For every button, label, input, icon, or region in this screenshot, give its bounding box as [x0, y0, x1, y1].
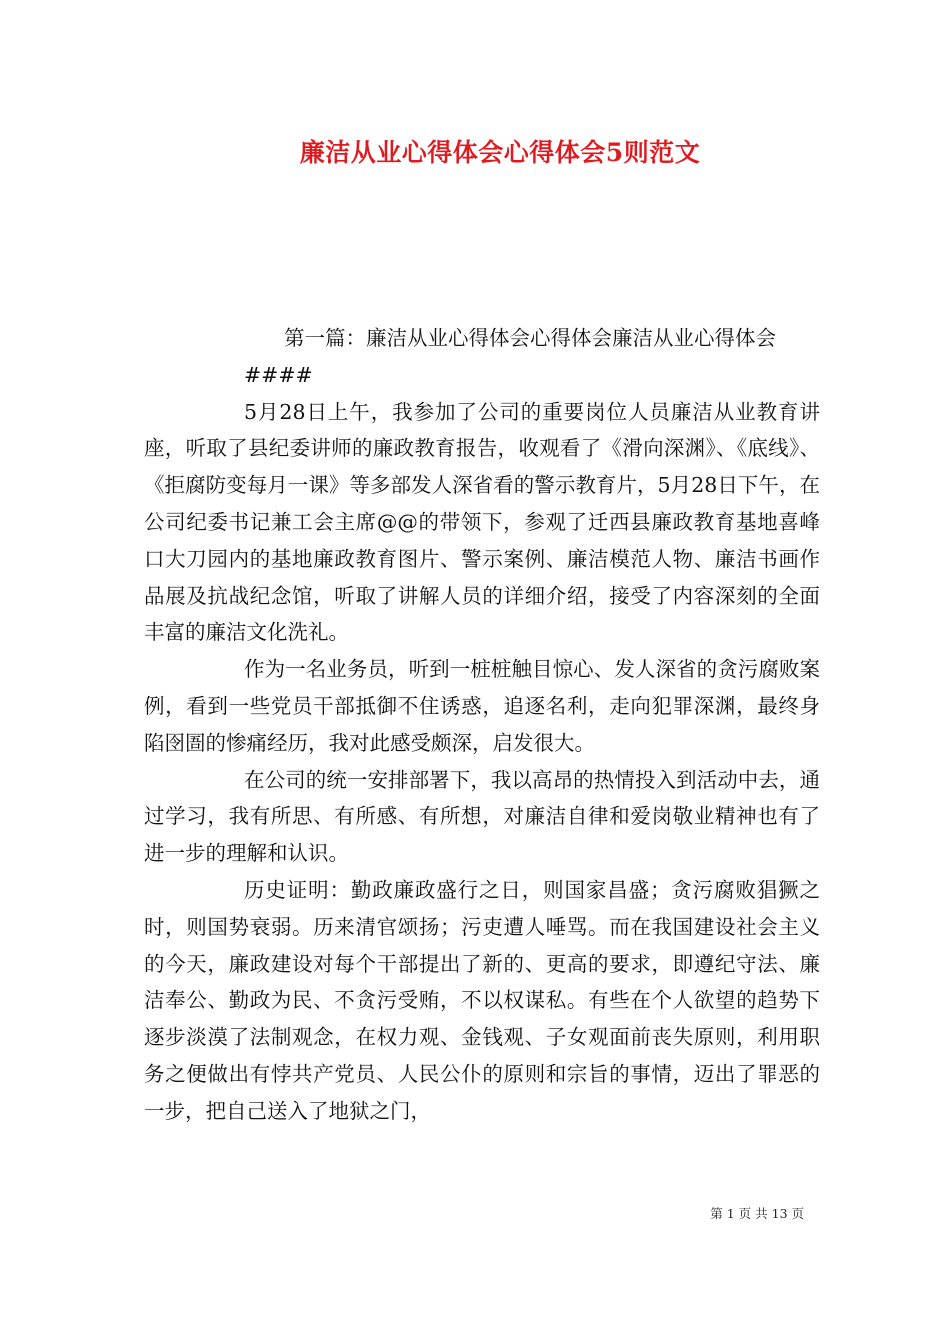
marker-line: #### — [244, 362, 313, 387]
section-heading: 第一篇：廉洁从业心得体会心得体会廉洁从业心得体会 — [284, 326, 776, 350]
paragraph-3: 在公司的统一安排部署下，我以高昂的热情投入到活动中去，通过学习，我有所思、有所感、有所想，对廉洁自律和爱岗敬业精神也有了进一步的理解和认识。 — [144, 767, 820, 866]
paragraph-1: 5月28日上午，我参加了公司的重要岗位人员廉洁从业教育讲座，听取了县纪委讲师的廉政教育报告，收观看了《滑向深渊》、《底线》、《拒腐防变每月一课》等多部发人深省看的警示教育片，5月28日下午，在公司纪委书记兼工会主席@@的带领下，参观了迁西县廉政教育基地喜峰口大刀园内的基地廉政教育图片、警示案例、廉洁模范人物、廉洁书画作品展及抗战纪念馆，听取了讲解人员的详细介绍，接受了内容深刻的全面丰富的廉洁文化洗礼。 — [144, 399, 820, 645]
paragraph-4: 历史证明：勤政廉政盛行之日，则国家昌盛；贪污腐败猖獗之时，则国势衰弱。历来清官颂扬；污吏遭人唾骂。而在我国建设社会主义的今天，廉政建设对每个干部提出了新的、更高的要求，即遵纪守法、廉洁奉公、勤政为民、不贪污受贿，不以权谋私。有些在个人欲望的趋势下逐步淡漠了法制观念，在权力观、金钱观、子女观面前丧失原则，利用职务之便做出有悖共产党员、人民公仆的原则和宗旨的事情，迈出了罪恶的一步，把自己送入了地狱之门， — [144, 877, 820, 1123]
paragraph-2: 作为一名业务员，听到一桩桩触目惊心、发人深省的贪污腐败案例，看到一些党员干部抵御不住诱惑，追逐名利，走向犯罪深渊，最终身陷囹圄的惨痛经历，我对此感受颇深，启发很大。 — [144, 657, 820, 755]
page-number-footer: 第 1 页 共 13 页 — [710, 1206, 804, 1221]
document-body — [144, 320, 820, 1130]
document-title: 廉洁从业心得体会心得体会5则范文 — [299, 138, 701, 167]
